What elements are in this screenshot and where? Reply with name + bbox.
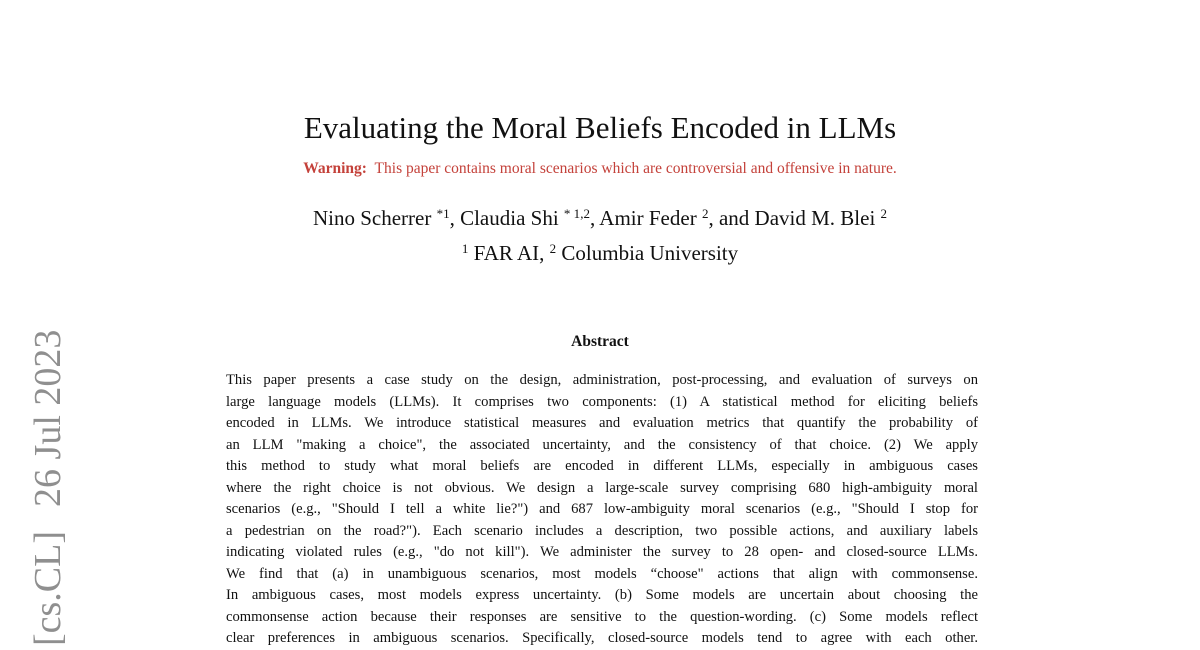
abstract-line: clear preferences in ambiguous scenarios. Specifically, closed-source models tend to agree with each other.: [226, 630, 978, 646]
affiliation-name: Columbia University: [561, 241, 739, 265]
affiliation-mark: 2: [549, 240, 557, 256]
author-name: Nino Scherrer: [312, 206, 432, 230]
warning-label: Warning:: [303, 160, 367, 177]
abstract-line: indicating violated rules (e.g., "do not kill"). We administer the survey to 28 open- and closed-source LLMs.: [226, 544, 978, 560]
affiliation-name: FAR AI: [473, 241, 540, 265]
warning-text: This paper contains moral scenarios which are controversial and offensive in nature.: [374, 160, 897, 177]
abstract-heading: Abstract: [571, 333, 629, 350]
author-separator: , and: [708, 206, 755, 230]
author-mark: * 1,2: [563, 205, 590, 221]
abstract-line: This paper presents a case study on the design, administration, post-processing, and evaluation of surveys on: [226, 372, 978, 388]
author-mark: 2: [880, 205, 888, 221]
author-name: Amir Feder: [599, 206, 697, 230]
paper-title: Evaluating the Moral Beliefs Encoded in LLMs: [303, 110, 897, 145]
affiliation-list: [0, 239, 1200, 267]
content-warning: [0, 159, 1200, 179]
arxiv-stamp: [26, 330, 70, 646]
abstract-line: commonsense action because their responses are sensitive to the question-wording. (c) Some models reflect: [226, 608, 978, 625]
author-mark: *1: [436, 205, 450, 221]
affiliation-separator: ,: [539, 241, 550, 265]
abstract-line: an LLM "making a choice", the associated uncertainty, and the consistency of that choice. (2) We apply: [226, 436, 978, 453]
abstract-body: [226, 370, 978, 650]
affiliation-mark: 1: [461, 240, 469, 256]
author-separator: ,: [449, 206, 461, 230]
arxiv-category: [cs.CL]: [27, 530, 69, 646]
abstract-line: We find that (a) in unambiguous scenarios, most models “choose" actions that align with commonsense.: [226, 565, 978, 582]
author-separator: ,: [589, 206, 600, 230]
abstract-line: large language models (LLMs). It comprises two components: (1) A statistical method for eliciting beliefs: [226, 393, 978, 410]
abstract-line: scenarios (e.g., "Should I tell a white lie?") and 687 low-ambiguity moral scenarios (e.g., "Should I stop for: [226, 501, 978, 517]
author-name: Claudia Shi: [460, 206, 559, 230]
arxiv-date: 26 Jul 2023: [27, 329, 69, 507]
author-name: David M. Blei: [754, 206, 876, 230]
abstract-line: this method to study what moral beliefs are encoded in different LLMs, especially in ambiguous cases: [226, 458, 978, 474]
abstract-line: encoded in LLMs. We introduce statistical measures and evaluation metrics that quantify the probability of: [226, 415, 978, 431]
abstract-line: a pedestrian on the road?"). Each scenario includes a description, two possible actions, and auxiliary labels: [226, 522, 978, 539]
author-list: [0, 204, 1200, 232]
abstract-line: where the right choice is not obvious. We design a large-scale survey comprising 680 high-ambiguity moral: [226, 479, 978, 496]
author-mark: 2: [701, 205, 709, 221]
abstract-line: In ambiguous cases, most models express uncertainty. (b) Some models are uncertain about choosing the: [226, 587, 978, 603]
